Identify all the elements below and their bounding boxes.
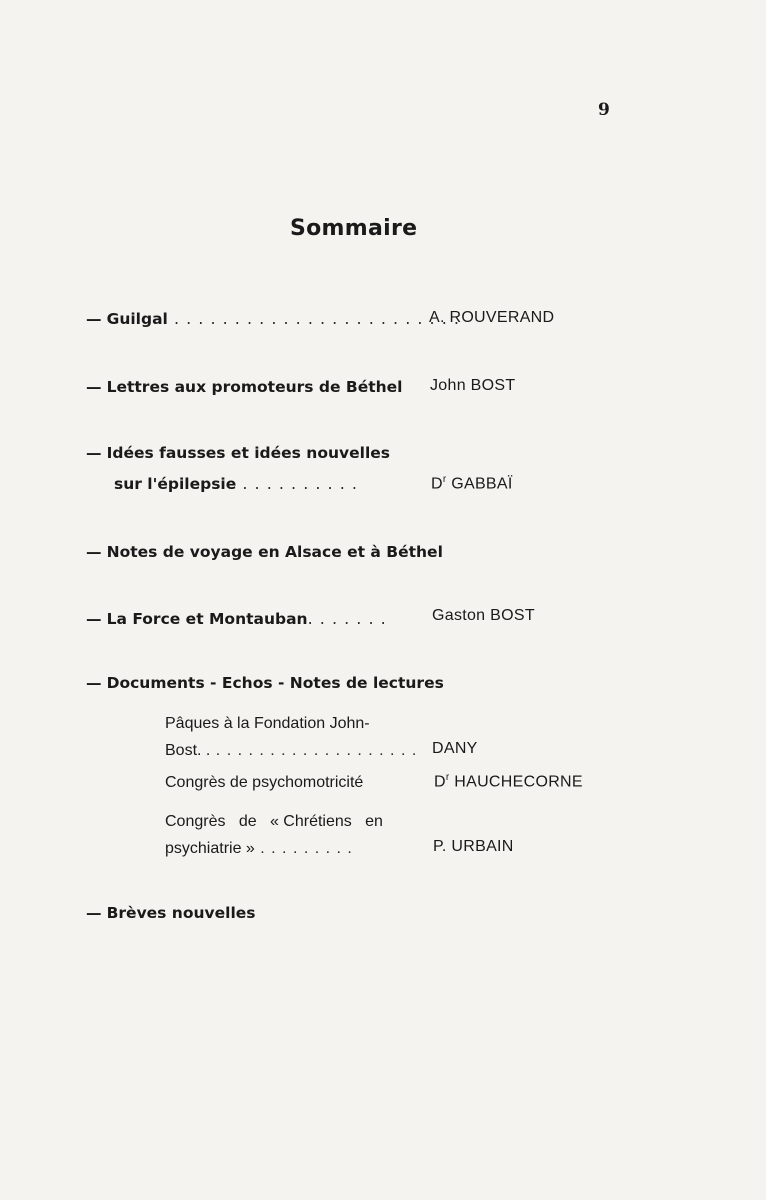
toc-entry-guilgal (86, 309, 460, 328)
sub-item-chretiens-line2: psychiatrie » . . . . . . . . . (165, 840, 353, 857)
toc-title: Idées fausses et idées nouvelles (106, 444, 390, 462)
toc-dash: — (86, 674, 102, 692)
toc-leader: . . . . . . . . . . (236, 474, 358, 493)
toc-dash: — (86, 543, 102, 561)
toc-entry-idees (86, 443, 390, 462)
page-title: Sommaire (290, 216, 418, 241)
toc-author: Gaston BOST (432, 607, 535, 624)
toc-dash: — (86, 310, 102, 328)
sub-item-paques-line1: Pâques à la Fondation John- (165, 715, 370, 732)
toc-dash: — (86, 610, 102, 628)
toc-dash: — (86, 378, 102, 396)
toc-leader: . . . . . . . . . . . . . . . . . . . . . . . . (167, 309, 460, 328)
toc-entry-idees-line2 (114, 474, 358, 493)
toc-title: Lettres aux promoteurs de Béthel (106, 378, 403, 396)
toc-title: Guilgal (106, 310, 168, 328)
toc-entry-lettres (86, 377, 402, 396)
toc-title: La Force et Montauban (106, 610, 308, 628)
toc-author: John BOST (430, 377, 516, 394)
toc-dash: — (86, 904, 102, 922)
toc-title: Notes de voyage en Alsace et à Béthel (106, 543, 443, 561)
toc-entry-breves (86, 903, 256, 922)
toc-author: A. ROUVERAND (429, 309, 555, 326)
sub-item-paques-line2: Bost. . . . . . . . . . . . . . . . . . . . . (165, 742, 418, 759)
page-number: 9 (598, 100, 610, 120)
toc-author: DANY (432, 740, 478, 757)
toc-author: $D^r$ GABBAÏ (431, 474, 513, 493)
toc-title: Documents - Echos - Notes de lectures (106, 674, 444, 692)
toc-author: $D^r$ HAUCHECORNE (434, 772, 583, 791)
toc-author: P. URBAIN (433, 838, 514, 855)
toc-entry-la-force (86, 609, 387, 628)
toc-entry-documents (86, 673, 444, 692)
toc-entry-notes-voyage (86, 542, 443, 561)
toc-dash: — (86, 444, 102, 462)
sub-item-chretiens-line1: Congrès de « Chrétiens en (165, 813, 383, 830)
toc-leader: . . . . . . . (307, 609, 387, 628)
toc-title: Brèves nouvelles (106, 904, 256, 922)
toc-title: sur l'épilepsie (114, 475, 237, 493)
sub-item-psychomotricite: Congrès de psychomotricité (165, 774, 364, 791)
